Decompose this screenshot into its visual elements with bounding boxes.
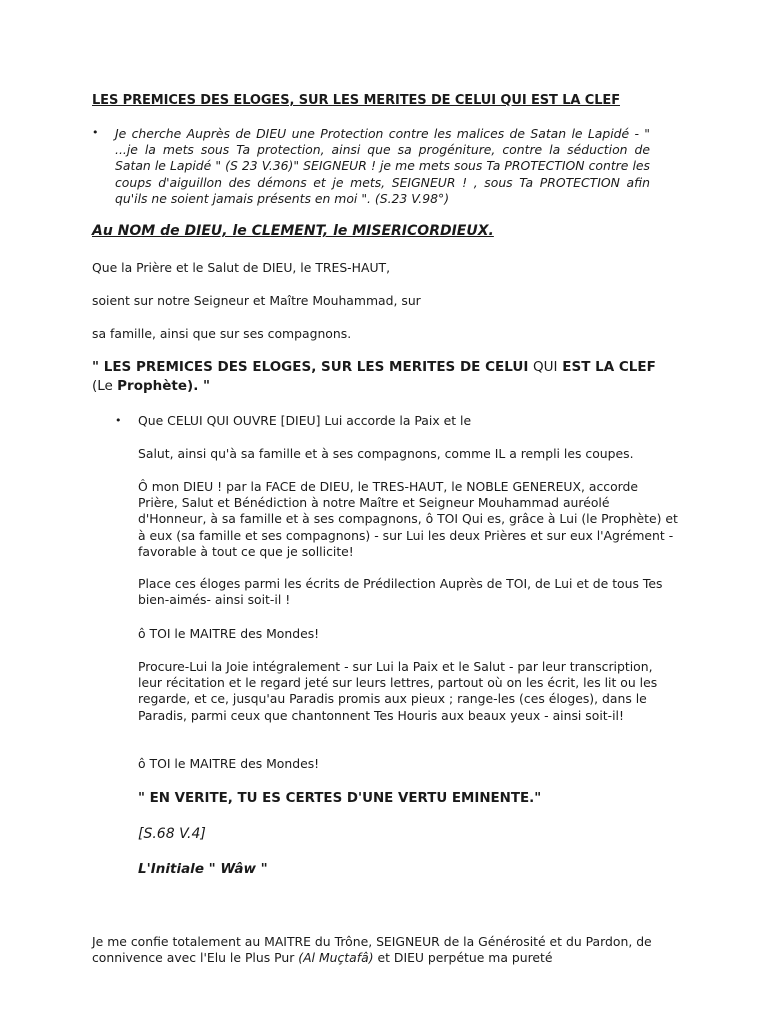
body-paragraph-6: Procure-Lui la Joie intégralement - sur Lui la Paix et le Salut - par leur transcription, leur récitation et le regard jeté sur leurs lettres, partout où on les écrit, les lit ou les regarde, et ce, jusqu'au Paradis promis aux pieux ; range-les (ces éloges), dans le Paradis, parmi ceux que chantonnent Tes Houris aux beaux yeux - ainsi soit-il!: [138, 659, 658, 723]
body-paragraph-4: Place ces éloges parmi les écrits de Prédilection Auprès de TOI, de Lui et de tous Tes bien-aimés- ainsi soit-il !: [138, 576, 663, 608]
intro-line-3: sa famille, ainsi que sur ses compagnons.: [92, 326, 352, 341]
initial-heading: L'Initiale " Wâw ": [138, 861, 268, 877]
body-paragraph-2: Salut, ainsi qu'à sa famille et à ses compagnons, comme IL a rempli les coupes.: [138, 446, 634, 461]
document-title: LES PREMICES DES ELOGES, SUR LES MERITES DE CELUI QUI EST LA CLEF: [92, 93, 620, 108]
section-title-part: ). ": [187, 378, 211, 394]
invocation-paragraph: Je cherche Auprès de DIEU une Protection contre les malices de Satan le Lapidé - " ...je la mets sous Ta protection, ainsi que sa progéniture, contre la séduction de Satan le Lapidé " (S 23 V.36)" SEIGNEUR ! je me mets sous Ta PROTECTION contre les coups d'aiguillon des démons et je mets, SEIGNEUR ! , sous Ta PROTECTION afin qu'ils ne soient jamais présents en moi ". (S.23 V.98°): [115, 126, 650, 206]
section-title-part: Prophète: [117, 378, 188, 394]
verse-quote: " EN VERITE, TU ES CERTES D'UNE VERTU EMINENTE.": [138, 791, 542, 806]
intro-line-1: Que la Prière et le Salut de DIEU, le TRES-HAUT,: [92, 260, 391, 275]
body-paragraph-5: ô TOI le MAITRE des Mondes!: [138, 626, 320, 641]
section-title-part: EST LA CLEF: [557, 359, 656, 375]
bullet: •: [115, 414, 122, 427]
basmala-heading: Au NOM de DIEU, le CLEMENT, le MISERICORDIEUX.: [92, 223, 494, 239]
footer-text: et DIEU perpétue ma pureté: [373, 950, 553, 966]
section-title-part: (Le: [92, 378, 118, 394]
footer-paragraph: [92, 934, 692, 966]
section-title-part: QUI: [533, 359, 558, 375]
footer-italic-text: (Al Muçtafâ): [298, 950, 374, 966]
footer-text: Je me confie totalement au MAITRE du Trône, SEIGNEUR de la Générosité et du Pardon, de connivence avec l'Elu le Plus Pur: [92, 934, 652, 966]
sura-reference: [S.68 V.4]: [138, 826, 206, 842]
section-title: [92, 358, 672, 396]
body-paragraph-3: Ô mon DIEU ! par la FACE de DIEU, le TRES-HAUT, le NOBLE GENEREUX, accorde Prière, Salut et Bénédiction à notre Maître et Seigneur Mouhammad auréolé d'Honneur, à sa famille et à ses compagnons, ô TOI Qui es, grâce à Lui (le Prophète) et à eux (sa famille et ses compagnons) - sur Lui les deux Prières et sur eux l'Agrément - favorable à tout ce que je sollicite!: [138, 479, 678, 559]
section-title-part: " LES PREMICES DES ELOGES, SUR LES MERITES DE CELUI: [92, 359, 534, 375]
body-paragraph-7: ô TOI le MAITRE des Mondes!: [138, 756, 320, 771]
bullet: •: [92, 126, 99, 139]
intro-line-2: soient sur notre Seigneur et Maître Mouhammad, sur: [92, 293, 421, 308]
body-paragraph-1: Que CELUI QUI OUVRE [DIEU] Lui accorde la Paix et le: [138, 413, 472, 428]
